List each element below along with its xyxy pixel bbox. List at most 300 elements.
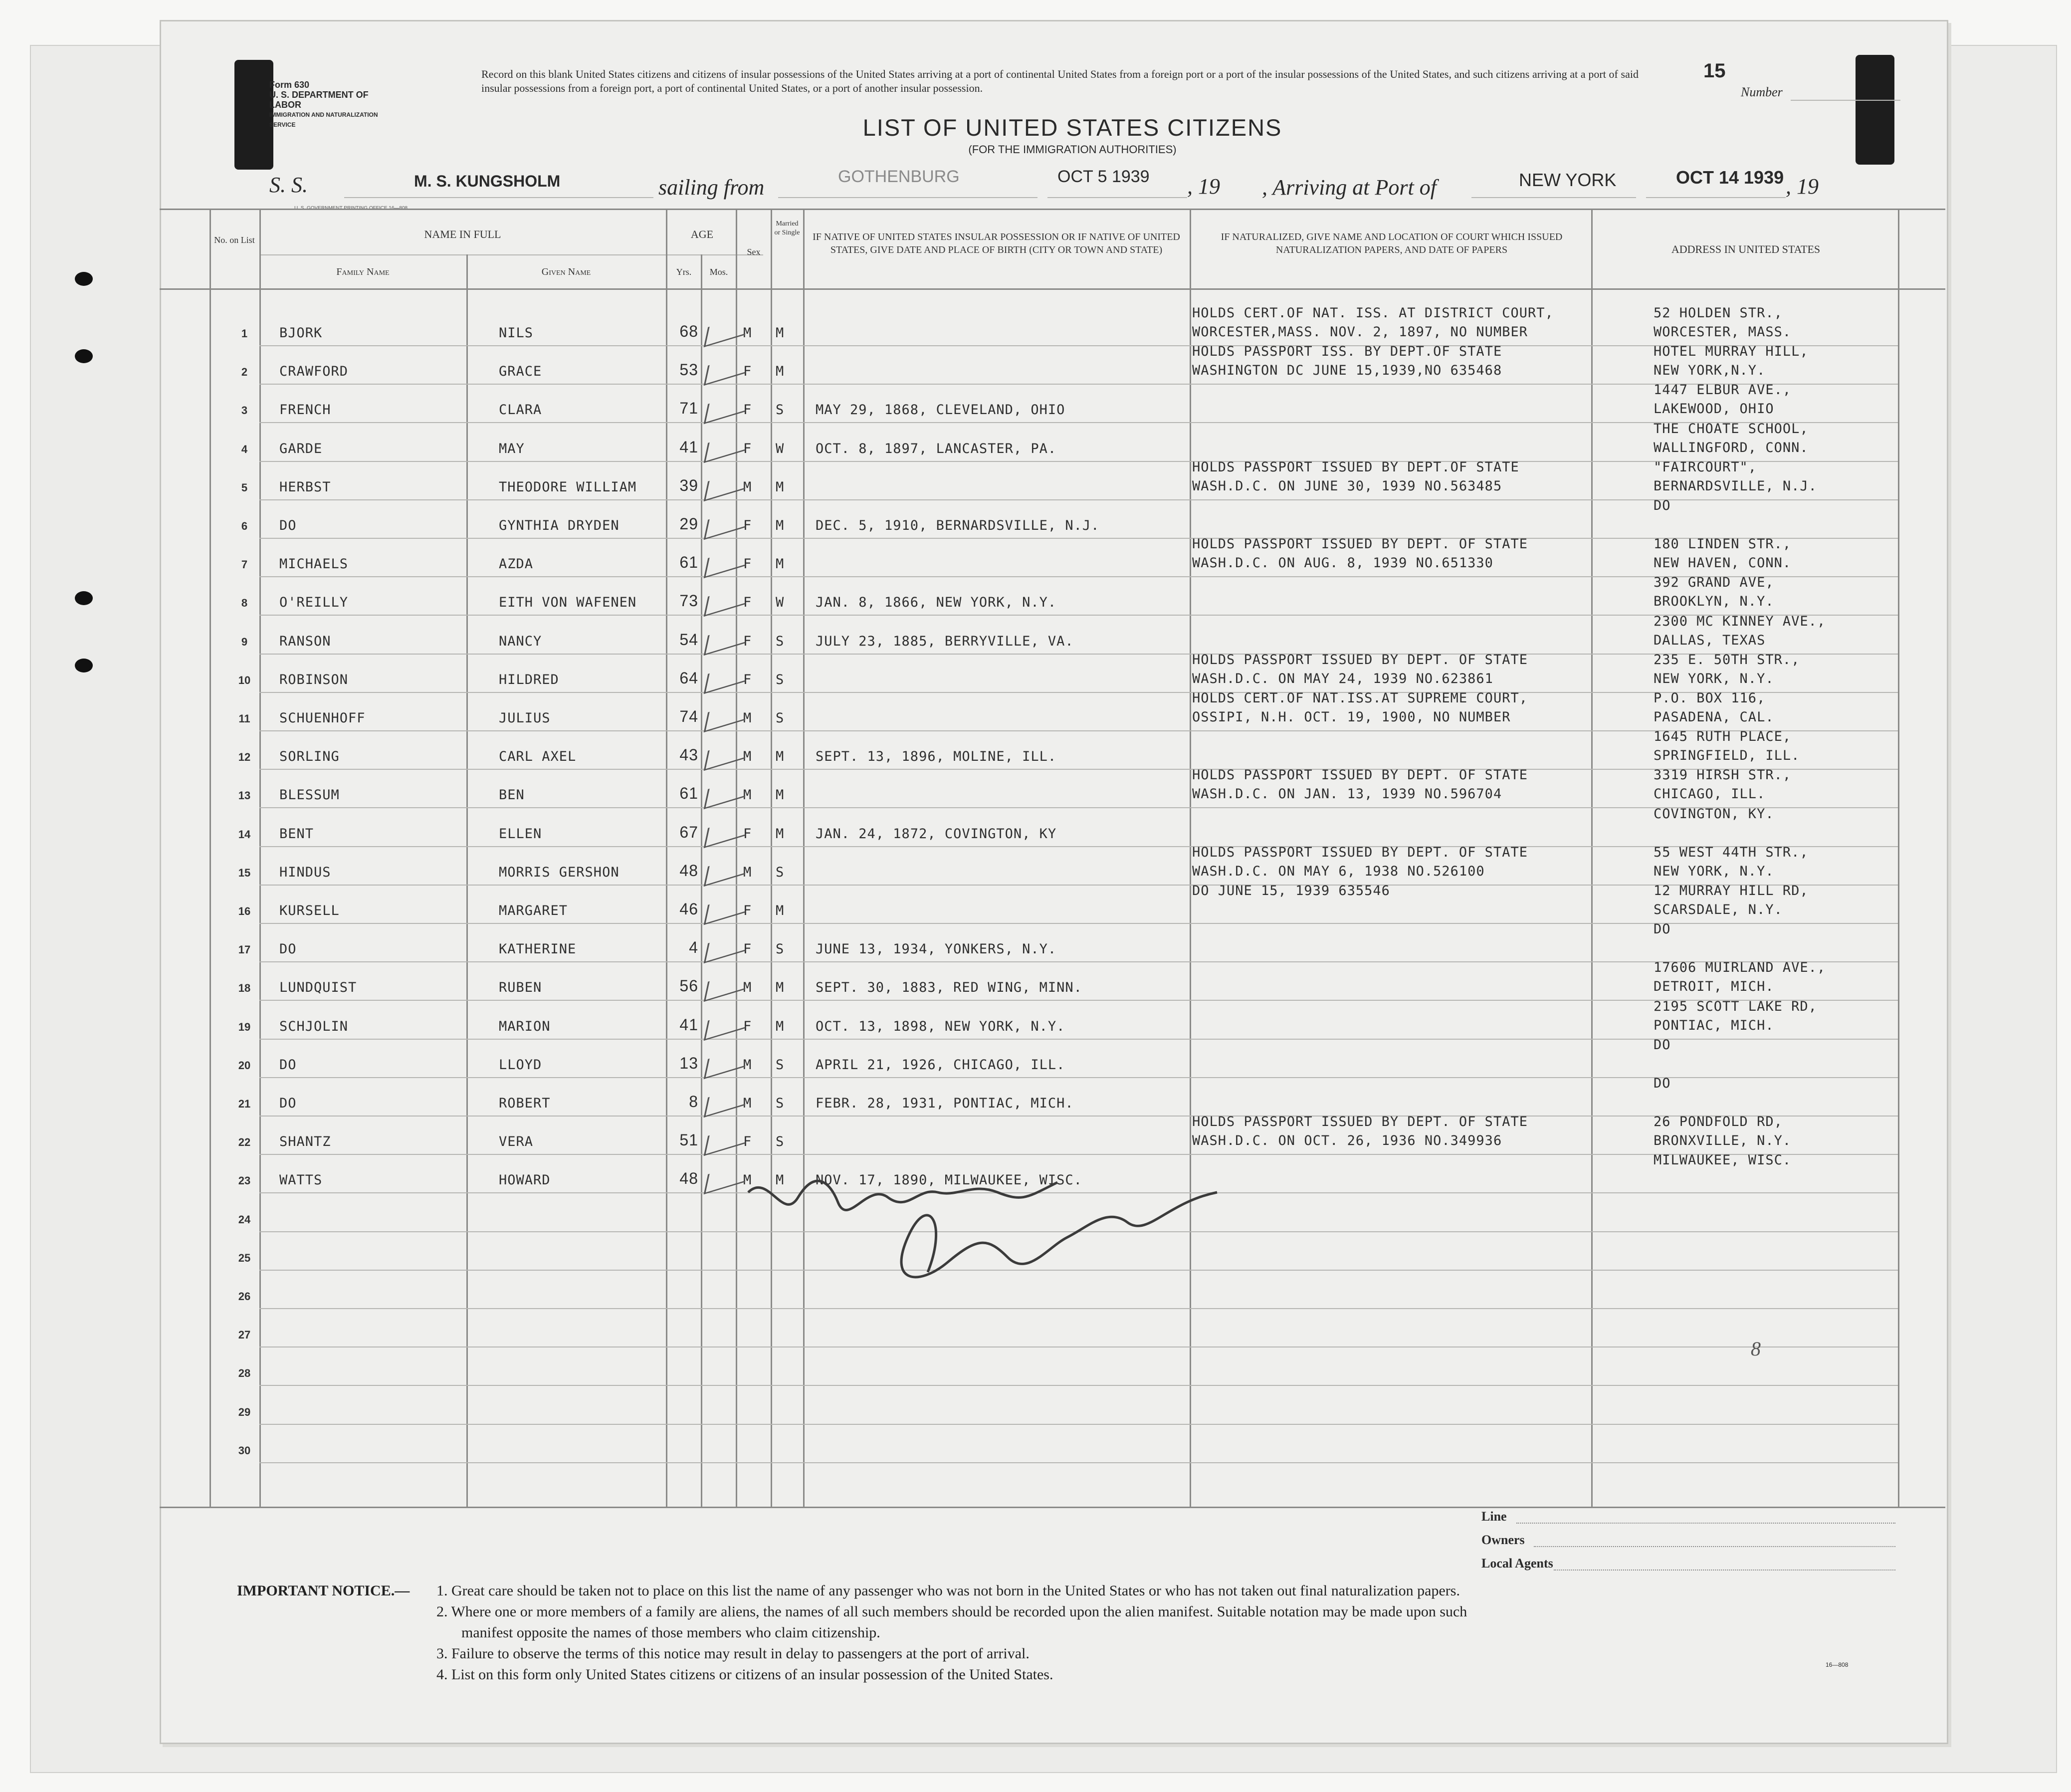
row-number: 23 [238, 1174, 251, 1187]
sailing-label: sailing from [658, 175, 765, 200]
family-name-cell: SHANTZ [279, 1134, 331, 1150]
row-number: 6 [241, 520, 248, 532]
birth-cell: DEC. 5, 1910, BERNARDSVILLE, N.J. [816, 518, 1100, 533]
row-rule [259, 461, 1898, 462]
row-rule [259, 961, 1898, 962]
row-number: 17 [238, 943, 251, 956]
age-cell: 74 [679, 707, 698, 725]
address-cell: P.O. BOX 116, [1654, 690, 1766, 706]
address-cell-2: CHICAGO, ILL. [1654, 786, 1766, 802]
family-name-cell: KURSELL [279, 903, 340, 918]
age-cell: 73 [679, 592, 698, 610]
row-number: 20 [238, 1059, 251, 1072]
given-name-cell: RUBEN [499, 980, 542, 996]
number-label: Number [1741, 85, 1783, 99]
family-name-cell: DO [279, 941, 297, 957]
sex-cell: F [743, 826, 752, 842]
address-cell: 26 PONDFOLD RD, [1654, 1114, 1783, 1130]
marital-status-cell: S [776, 672, 785, 687]
row-number: 5 [241, 481, 248, 494]
family-name-cell: ROBINSON [279, 672, 349, 687]
marital-status-cell: S [776, 1057, 785, 1073]
naturalization-cell: HOLDS CERT.OF NAT.ISS.AT SUPREME COURT, [1192, 690, 1528, 706]
family-name-cell: BJORK [279, 325, 323, 341]
naturalization-cell: HOLDS PASSPORT ISS. BY DEPT.OF STATE [1192, 344, 1502, 360]
given-name-cell: KATHERINE [499, 941, 577, 957]
col-header-naturalized: IF NATURALIZED, GIVE NAME AND LOCATION OF COURT WHICH ISSUED NATURALIZATION PAPERS, AND DATE OF PAPERS [1221, 231, 1563, 255]
age-cell: 51 [679, 1131, 698, 1149]
page-subtitle: (FOR THE IMMIGRATION AUTHORITIES) [968, 143, 1177, 156]
arriving-label: , Arriving at Port of [1262, 175, 1437, 200]
sex-cell: F [743, 556, 752, 572]
row-rule [259, 769, 1898, 770]
sex-cell: F [743, 402, 752, 418]
address-cell: THE CHOATE SCHOOL, [1654, 421, 1809, 437]
address-cell-2: PONTIAC, MICH. [1654, 1017, 1774, 1033]
col-header-birth: IF NATIVE OF UNITED STATES INSULAR POSSESSION OR IF NATIVE OF UNITED STATES, GIVE DATE AND PLACE OF BIRTH (CITY OR TOWN AND STATE) [813, 231, 1180, 255]
naturalization-cell: HOLDS PASSPORT ISSUED BY DEPT. OF STATE [1192, 1114, 1528, 1130]
row-rule [259, 615, 1898, 616]
naturalization-cell-2: WASH.D.C. ON OCT. 26, 1936 NO.349936 [1192, 1133, 1502, 1149]
row-rule [259, 422, 1898, 423]
form-number: Form 630 [269, 80, 310, 90]
marital-status-cell: M [776, 364, 785, 380]
port-from-rule [778, 197, 1037, 198]
line-rule [1516, 1523, 1895, 1525]
marital-status-cell: M [776, 556, 785, 572]
col-divider [259, 210, 261, 1507]
row-number: 13 [238, 789, 251, 802]
row-rule [259, 1346, 1898, 1347]
address-cell-2: BERNARDSVILLE, N.J. [1654, 478, 1817, 494]
age-cell: 39 [679, 476, 698, 494]
address-cell-2: DETROIT, MICH. [1654, 979, 1774, 995]
given-name-cell: CARL AXEL [499, 749, 577, 765]
address-cell-2: NEW YORK, N.Y. [1654, 863, 1774, 879]
col-divider [466, 254, 468, 1507]
row-number: 21 [238, 1098, 251, 1110]
row-rule [259, 923, 1898, 924]
row-number: 11 [238, 712, 250, 725]
marital-status-cell: M [776, 1018, 785, 1034]
marital-status-cell: W [776, 595, 785, 611]
naturalization-cell-2: WASHINGTON DC JUNE 15,1939,NO 635468 [1192, 363, 1502, 379]
sex-cell: M [743, 1096, 752, 1111]
row-number: 27 [238, 1329, 251, 1342]
row-rule [259, 1385, 1898, 1386]
marital-status-cell: S [776, 402, 785, 418]
row-rule [259, 1424, 1898, 1425]
birth-cell: FEBR. 28, 1931, PONTIAC, MICH. [816, 1096, 1074, 1111]
row-number: 24 [238, 1213, 251, 1226]
row-number: 18 [238, 982, 251, 995]
given-name-cell: VERA [499, 1134, 534, 1150]
row-rule [259, 730, 1898, 731]
address-cell: "FAIRCOURT", [1654, 459, 1757, 475]
form-header [269, 80, 389, 130]
given-name-cell: MARGARET [499, 903, 568, 918]
birth-cell: JULY 23, 1885, BERRYVILLE, VA. [816, 633, 1074, 649]
marital-status-cell: M [776, 787, 785, 803]
row-number: 29 [238, 1405, 251, 1418]
row-number: 12 [238, 751, 251, 764]
address-cell: 17606 MUIRLAND AVE., [1654, 960, 1826, 976]
birth-cell: APRIL 21, 1926, CHICAGO, ILL. [816, 1057, 1065, 1073]
instructions: Record on this blank United States citizens and citizens of insular possessions of the United States arriving at a port of continental United States from a foreign port or a port of the insular possessions of the United States, and such citizens arriving at a port of said insular possessions from a foreign port, a port of continental United States, or a port of another insular possession. [481, 68, 1639, 94]
row-rule [259, 1308, 1898, 1309]
page-title: LIST OF UNITED STATES CITIZENS [862, 114, 1282, 141]
sex-cell: M [743, 1172, 752, 1188]
sex-cell: F [743, 1134, 752, 1150]
age-cell: 53 [679, 361, 698, 379]
given-name-cell: MARION [499, 1018, 551, 1034]
service: IMMIGRATION AND NATURALIZATION SERVICE [269, 111, 378, 128]
address-cell-2: NEW HAVEN, CONN. [1654, 555, 1792, 571]
notice-2: 2. Where one or more members of a family are aliens, the names of all such members should be recorded upon the alien manifest. Suitable notation may be made upon such [436, 1603, 1467, 1620]
age-cell: 8 [689, 1093, 698, 1111]
address-cell: COVINGTON, KY. [1654, 806, 1774, 822]
age-cell: 41 [679, 438, 698, 456]
address-cell: HOTEL MURRAY HILL, [1654, 344, 1809, 360]
family-name-cell: LUNDQUIST [279, 980, 357, 996]
given-name-cell: GRACE [499, 364, 542, 380]
row-rule [259, 499, 1898, 500]
marital-status-cell: S [776, 710, 785, 726]
sex-cell: M [743, 787, 752, 803]
port-to: NEW YORK [1519, 170, 1617, 190]
family-name-cell: RANSON [279, 633, 331, 649]
sex-cell: M [743, 710, 752, 726]
family-name-cell: O'REILLY [279, 595, 349, 611]
birth-cell: JUNE 13, 1934, YONKERS, N.Y. [816, 941, 1057, 957]
marital-status-cell: M [776, 826, 785, 842]
row-rule [259, 1462, 1898, 1463]
address-cell: DO [1654, 1037, 1671, 1053]
agents-rule [1554, 1569, 1895, 1571]
address-cell-2: BRONXVILLE, N.Y. [1654, 1133, 1792, 1149]
age-cell: 61 [679, 784, 698, 803]
age-cell: 61 [679, 553, 698, 572]
col-header-family: Family Name [336, 266, 390, 277]
address-cell-2: WORCESTER, MASS. [1654, 324, 1792, 340]
age-cell: 64 [679, 669, 698, 687]
address-cell-2: LAKEWOOD, OHIO [1654, 401, 1774, 417]
given-name-cell: HOWARD [499, 1172, 551, 1188]
row-number: 16 [238, 905, 251, 917]
arrive-date-rule [1646, 197, 1786, 198]
ship-name: M. S. KUNGSHOLM [414, 172, 561, 190]
marital-status-cell: W [776, 441, 785, 456]
row-number: 7 [241, 558, 248, 571]
row-number: 4 [241, 443, 248, 455]
row-rule [259, 345, 1898, 346]
birth-cell: OCT. 13, 1898, NEW YORK, N.Y. [816, 1018, 1065, 1034]
agents-label: Local Agents [1481, 1556, 1553, 1570]
row-number: 3 [241, 404, 248, 417]
address-cell: 1447 ELBUR AVE., [1654, 382, 1792, 398]
sex-cell: M [743, 1057, 752, 1073]
col-divider [803, 210, 805, 1507]
naturalization-cell-2: WASH.D.C. ON JAN. 13, 1939 NO.596704 [1192, 786, 1502, 802]
marital-status-cell: M [776, 980, 785, 996]
col-header-sex: Sex [747, 247, 761, 257]
naturalization-cell-2: WASH.D.C. ON AUG. 8, 1939 NO.651330 [1192, 555, 1493, 571]
owners-label: Owners [1481, 1533, 1525, 1547]
table-bottom-line [160, 1507, 1945, 1508]
given-name-cell: BEN [499, 787, 525, 803]
address-cell: 2195 SCOTT LAKE RD, [1654, 998, 1817, 1014]
sex-cell: F [743, 941, 752, 957]
row-number: 10 [238, 673, 251, 686]
marital-status-cell: S [776, 1096, 785, 1111]
row-number: 26 [238, 1290, 251, 1303]
birth-cell: JAN. 24, 1872, COVINGTON, KY [816, 826, 1057, 842]
row-rule [259, 692, 1898, 693]
sex-cell: F [743, 364, 752, 380]
col-header-name: NAME IN FULL [424, 228, 501, 240]
punch-hole [75, 272, 93, 286]
row-number: 30 [238, 1444, 251, 1457]
marital-status-cell: S [776, 633, 785, 649]
address-cell: 180 LINDEN STR., [1654, 536, 1792, 552]
given-name-cell: LLOYD [499, 1057, 542, 1073]
signature-graphic [738, 1162, 1257, 1302]
naturalization-cell: HOLDS PASSPORT ISSUED BY DEPT. OF STATE [1192, 536, 1528, 552]
family-name-cell: HINDUS [279, 864, 331, 880]
year-label-2: , 19 [1786, 174, 1819, 199]
family-name-cell: HERBST [279, 479, 331, 495]
given-name-cell: ELLEN [499, 826, 542, 842]
sex-cell: M [743, 980, 752, 996]
given-name-cell: NANCY [499, 633, 542, 649]
naturalization-cell: HOLDS PASSPORT ISSUED BY DEPT.OF STATE [1192, 459, 1519, 475]
naturalization-cell-2: WASH.D.C. ON MAY 6, 1938 NO.526100 [1192, 863, 1485, 879]
owners-rule [1534, 1546, 1895, 1548]
notice-1: 1. Great care should be taken not to place on this list the name of any passenger who was not born in the United States or who has not taken out final naturalization papers. [436, 1582, 1460, 1599]
age-cell: 54 [679, 630, 698, 649]
row-rule [259, 576, 1898, 577]
table-header-bottom [160, 288, 1945, 290]
port-from: GOTHENBURG [838, 167, 960, 186]
marital-status-cell: M [776, 1172, 785, 1188]
address-cell: 235 E. 50TH STR., [1654, 652, 1800, 668]
address-cell-2: PASADENA, CAL. [1654, 709, 1774, 725]
naturalization-cell: HOLDS PASSPORT ISSUED BY DEPT. OF STATE [1192, 767, 1528, 783]
family-name-cell: FRENCH [279, 402, 331, 418]
sex-cell: F [743, 441, 752, 456]
given-name-cell: JULIUS [499, 710, 551, 726]
col-header-age: AGE [690, 228, 714, 240]
port-to-rule [1471, 197, 1636, 198]
family-name-cell: DO [279, 1057, 297, 1073]
sheet-number-marker-right [1856, 55, 1894, 165]
sex-cell: M [743, 325, 752, 341]
naturalization-cell-2: WASH.D.C. ON MAY 24, 1939 NO.623861 [1192, 671, 1493, 686]
birth-cell: SEPT. 30, 1883, RED WING, MINN. [816, 980, 1082, 996]
row-rule [259, 1039, 1898, 1040]
department: U. S. DEPARTMENT OF LABOR [269, 90, 369, 110]
address-cell: 3319 HIRSH STR., [1654, 767, 1792, 783]
family-name-cell: SCHUENHOFF [279, 710, 366, 726]
birth-cell: NOV. 17, 1890, MILWAUKEE, WISC. [816, 1172, 1082, 1188]
ss-label: S. S. [269, 173, 308, 197]
sheet-number-marker-left [234, 60, 273, 170]
year-label: , 19 [1187, 174, 1220, 199]
sex-cell: F [743, 633, 752, 649]
address-cell: DO [1654, 498, 1671, 513]
given-name-cell: EITH VON WAFENEN [499, 595, 637, 611]
row-rule [259, 1116, 1898, 1117]
col-divider [1898, 210, 1899, 1507]
ship-rule [344, 197, 653, 198]
age-cell: 43 [679, 746, 698, 764]
age-cell: 67 [679, 823, 698, 841]
row-rule [259, 1000, 1898, 1001]
family-name-cell: MICHAELS [279, 556, 349, 572]
family-name-cell: DO [279, 1096, 297, 1111]
naturalization-cell: HOLDS PASSPORT ISSUED BY DEPT. OF STATE [1192, 652, 1528, 668]
row-rule [259, 654, 1898, 655]
sail-date-rule [1047, 197, 1187, 198]
given-name-cell: GYNTHIA DRYDEN [499, 518, 620, 533]
age-cell: 48 [679, 1169, 698, 1188]
col-divider [1190, 210, 1191, 1507]
age-cell: 68 [679, 322, 698, 340]
birth-cell: OCT. 8, 1897, LANCASTER, PA. [816, 441, 1057, 456]
naturalization-cell: HOLDS PASSPORT ISSUED BY DEPT. OF STATE [1192, 844, 1528, 860]
punch-hole [75, 591, 93, 605]
address-cell-2: BROOKLYN, N.Y. [1654, 594, 1774, 610]
form-code: 16—808 [1826, 1661, 1849, 1668]
family-name-cell: GARDE [279, 441, 323, 456]
age-cell: 4 [689, 938, 698, 957]
line-label: Line [1481, 1509, 1507, 1524]
age-cell: 41 [679, 1015, 698, 1034]
sex-cell: M [743, 479, 752, 495]
marital-status-cell: M [776, 518, 785, 533]
given-name-cell: MORRIS GERSHON [499, 864, 620, 880]
given-name-cell: HILDRED [499, 672, 559, 687]
address-cell-2: NEW YORK,N.Y. [1654, 363, 1766, 379]
given-name-cell: CLARA [499, 402, 542, 418]
address-cell: 392 GRAND AVE, [1654, 575, 1774, 591]
marital-status-cell: S [776, 1134, 785, 1150]
row-number: 2 [241, 366, 248, 379]
sex-cell: F [743, 672, 752, 687]
row-rule [259, 807, 1898, 808]
row-number: 9 [241, 635, 248, 648]
row-rule [259, 538, 1898, 539]
given-name-cell: THEODORE WILLIAM [499, 479, 637, 495]
address-cell: DO [1654, 1076, 1671, 1091]
arrive-date: OCT 14 1939 [1676, 167, 1784, 188]
family-name-cell: CRAWFORD [279, 364, 349, 380]
table-top-line [160, 209, 1945, 210]
birth-cell: MAY 29, 1868, CLEVELAND, OHIO [816, 402, 1065, 418]
col-divider [1591, 210, 1593, 1507]
row-number: 1 [241, 327, 248, 340]
family-name-cell: SORLING [279, 749, 340, 765]
given-name-cell: MAY [499, 441, 525, 456]
notice-2-cont: manifest opposite the names of those members who claim citizenship. [461, 1624, 880, 1641]
row-rule [259, 885, 1898, 886]
address-cell-2: SPRINGFIELD, ILL. [1654, 748, 1800, 764]
row-number: 15 [238, 866, 251, 879]
marital-status-cell: M [776, 749, 785, 765]
col-divider [771, 210, 772, 1507]
row-number: 14 [238, 828, 251, 841]
marital-status-cell: S [776, 864, 785, 880]
row-number: 8 [241, 597, 248, 610]
age-cell: 46 [679, 900, 698, 918]
address-cell: 52 HOLDEN STR., [1654, 305, 1783, 321]
col-header-no: No. on List [214, 235, 255, 245]
col-header-given: Given Name [541, 266, 591, 277]
number-rule [1791, 100, 1900, 101]
marital-status-cell: M [776, 479, 785, 495]
notice-3: 3. Failure to observe the terms of this notice may result in delay to passengers at the port of arrival. [436, 1645, 1030, 1662]
address-cell-2: DALLAS, TEXAS [1654, 632, 1766, 648]
row-rule [259, 1154, 1898, 1155]
notice-title: IMPORTANT NOTICE.— [237, 1582, 410, 1599]
marital-status-cell: M [776, 903, 785, 918]
row-number: 22 [238, 1136, 251, 1149]
age-cell: 48 [679, 861, 698, 880]
sail-date: OCT 5 1939 [1057, 167, 1150, 186]
row-rule [259, 846, 1898, 847]
age-cell: 56 [679, 977, 698, 995]
sex-cell: F [743, 1018, 752, 1034]
age-cell: 71 [679, 399, 698, 418]
sex-cell: F [743, 518, 752, 533]
col-divider [701, 254, 702, 1507]
list-number: 15 [1703, 60, 1726, 82]
row-number: 25 [238, 1251, 251, 1264]
col-header-yrs: Yrs. [676, 267, 692, 277]
family-name-cell: DO [279, 518, 297, 533]
naturalization-cell-2: WORCESTER,MASS. NOV. 2, 1897, NO NUMBER [1192, 324, 1528, 340]
sex-cell: F [743, 595, 752, 611]
address-cell: 55 WEST 44TH STR., [1654, 844, 1809, 860]
margin-note: 8 [1751, 1338, 1761, 1360]
family-name-cell: SCHJOLIN [279, 1018, 349, 1034]
age-cell: 13 [679, 1054, 698, 1072]
col-header-married: Married or Single [774, 220, 800, 236]
family-name-cell: BLESSUM [279, 787, 340, 803]
row-rule [259, 384, 1898, 385]
naturalization-cell-2: WASH.D.C. ON JUNE 30, 1939 NO.563485 [1192, 478, 1502, 494]
punch-hole [75, 349, 93, 363]
given-name-cell: ROBERT [499, 1096, 551, 1111]
given-name-cell: NILS [499, 325, 534, 341]
family-name-cell: BENT [279, 826, 314, 842]
sex-cell: M [743, 749, 752, 765]
birth-cell: SEPT. 13, 1896, MOLINE, ILL. [816, 749, 1057, 765]
col-divider [666, 210, 667, 1507]
sex-cell: F [743, 903, 752, 918]
row-number: 28 [238, 1367, 251, 1380]
age-cell: 29 [679, 515, 698, 533]
address-cell-2: WALLINGFORD, CONN. [1654, 440, 1809, 455]
address-cell: 2300 MC KINNEY AVE., [1654, 613, 1826, 629]
address-cell: 12 MURRAY HILL RD, [1654, 883, 1809, 898]
given-name-cell: AZDA [499, 556, 534, 572]
birth-cell: JAN. 8, 1866, NEW YORK, N.Y. [816, 595, 1057, 611]
col-header-mos: Mos. [709, 267, 728, 277]
marital-status-cell: S [776, 941, 785, 957]
naturalization-cell-2: OSSIPI, N.H. OCT. 19, 1900, NO NUMBER [1192, 709, 1511, 725]
row-rule [259, 1077, 1898, 1078]
